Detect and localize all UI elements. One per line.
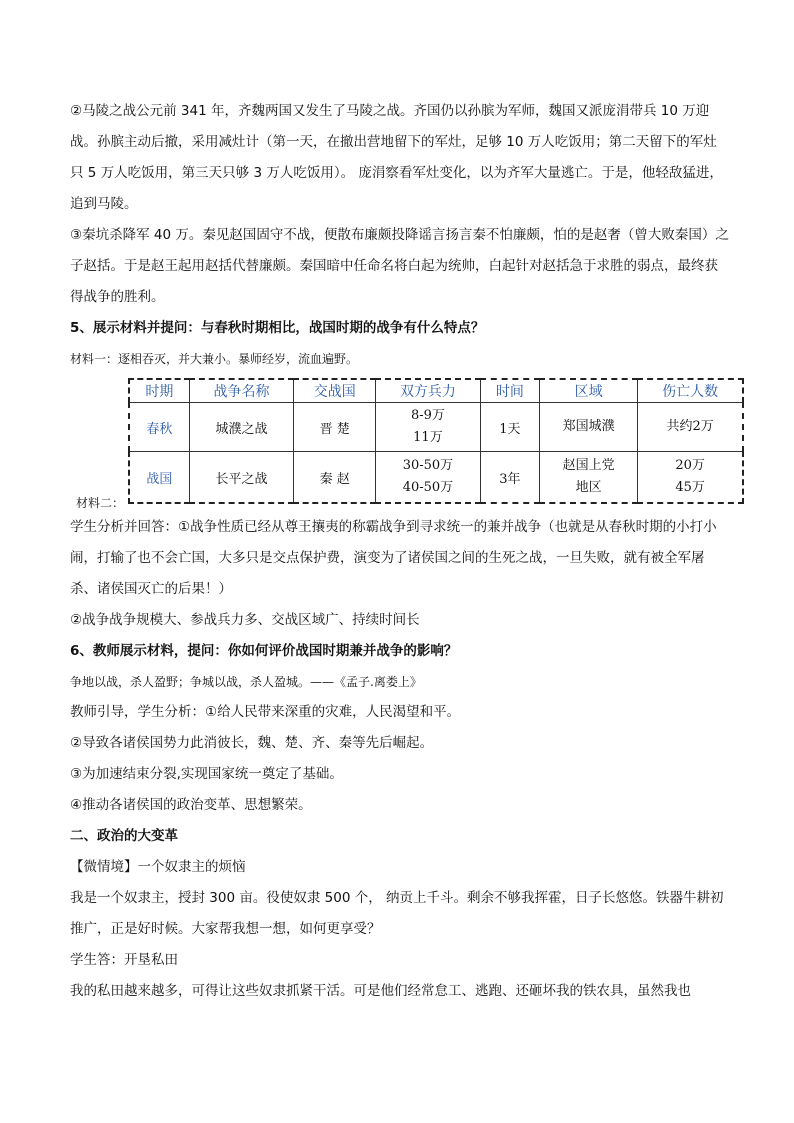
cell-states: 秦 赵: [294, 452, 376, 504]
answer-6-line: ③为加速结束分裂,实现国家统一奠定了基础。: [70, 766, 343, 782]
header-time: 时间: [480, 379, 539, 403]
region-line: 赵国上党: [562, 458, 615, 473]
answer-5-part1: 学生分析并回答：①战争性质已经从尊王攘夷的称霸战争到寻求统一的兼并战争（也就是从春秋时期的小打小闹，打输了也不会亡国，大多只是交点保护费，演变为了诸侯国之间的生死之战，一旦失败，就有被全军屠杀、诸侯国灭亡的后果！）: [70, 519, 717, 597]
material-one: 材料一：逐相吞灭，并大兼小。暴师经岁，流血遍野。: [70, 352, 359, 366]
war-comparison-table: [128, 378, 744, 504]
material-two-block: [70, 378, 730, 510]
table-row: [129, 452, 743, 504]
paragraph-changping: ③秦坑杀降军 40 万。秦见赵国固守不战，便散布廉颇投降谣言扬言秦不怕廉颇，怕的是赵奢（曾大败秦国）之子赵括。于是赵王起用赵括代替廉颇。秦国暗中任命名将白起为统帅，白起针对赵括急于求胜的弱点，最终获得战争的胜利。: [70, 227, 729, 305]
closing-paragraph: 我的私田越来越多，可得让这些奴隶抓紧干活。可是他们经常怠工、逃跑、还砸坏我的铁农具，虽然我也: [70, 983, 691, 999]
header-region: 区域: [540, 379, 638, 403]
header-states: 交战国: [294, 379, 376, 403]
cell-region: [540, 452, 638, 504]
forces-line: 30-50万: [402, 458, 454, 473]
forces-line: 11万: [413, 430, 443, 445]
forces-line: 8-9万: [410, 408, 445, 423]
header-period: 时期: [129, 379, 189, 403]
cell-states: 晋 楚: [294, 403, 376, 452]
forces-line: 40-50万: [402, 480, 454, 495]
casualties-line: 共约2万: [666, 419, 714, 434]
cell-region: [540, 403, 638, 452]
answer-5-part2: ②战争战争规模大、参战兵力多、交战区域广、持续时间长: [70, 612, 420, 628]
section-heading: 二、政治的大变革: [70, 828, 178, 844]
region-line: 地区: [575, 480, 602, 495]
cell-casualties: [638, 452, 743, 504]
answer-6-line: ②导致各诸侯国势力此消彼长，魏、楚、齐、秦等先后崛起。: [70, 735, 434, 751]
question-6: 6、教师展示材料，提问：你如何评价战国时期兼并战争的影响？: [70, 643, 458, 659]
region-line: 郑国城濮: [562, 419, 615, 434]
material-two-label: 材料二：: [76, 496, 125, 510]
micro-scenario-text: 我是一个奴隶主，授封 300 亩。役使奴隶 500 个， 纳贡上千斗。剩余不够我挥霍，日子长悠悠。铁器牛耕初推广，正是好时候。大家帮我想一想，如何更享受？: [70, 890, 724, 937]
header-forces: 双方兵力: [376, 379, 480, 403]
question-5: 5、展示材料并提问：与春秋时期相比，战国时期的战争有什么特点？: [70, 320, 485, 336]
answer-6-line: ④推动各诸侯国的政治变革、思想繁荣。: [70, 797, 312, 813]
cell-time: 3年: [480, 452, 539, 504]
cell-period: 春秋: [129, 403, 189, 452]
micro-scenario-title: 【微情境】一个奴隶主的烦恼: [70, 859, 246, 875]
cell-war: 城濮之战: [189, 403, 293, 452]
cell-forces: [376, 452, 480, 504]
table-row: [129, 403, 743, 452]
cell-forces: [376, 403, 480, 452]
casualties-line: 20万: [675, 458, 705, 473]
header-casualties: 伤亡人数: [638, 379, 743, 403]
cell-war: 长平之战: [189, 452, 293, 504]
cell-time: 1天: [480, 403, 539, 452]
header-war: 战争名称: [189, 379, 293, 403]
answer-6-line: 教师引导，学生分析：①给人民带来深重的灾难，人民渴望和平。: [70, 704, 461, 720]
cell-period: 战国: [129, 452, 189, 504]
casualties-line: 45万: [675, 480, 705, 495]
cell-casualties: [638, 403, 743, 452]
document-page: [70, 96, 730, 1007]
student-answer: 学生答：开垦私田: [70, 952, 178, 968]
paragraph-maling: ②马陵之战公元前 341 年，齐魏两国又发生了马陵之战。齐国仍以孙膑为军师，魏国又派庞涓带兵 10 万迎战。孙膑主动后撤，采用减灶计（第一天，在撤出营地留下的军灶，足够 10 万人吃饭用；第二天留下的军灶只 5 万人吃饭用，第三天只够 3 万人吃饭用）。 庞涓察看军灶变化，以为齐军大量逃亡。于是，他轻敌猛进，追到马陵。: [70, 103, 723, 212]
mencius-quote: 争地以战，杀人盈野；争城以战，杀人盈城。——《孟子.离娄上》: [70, 675, 422, 689]
